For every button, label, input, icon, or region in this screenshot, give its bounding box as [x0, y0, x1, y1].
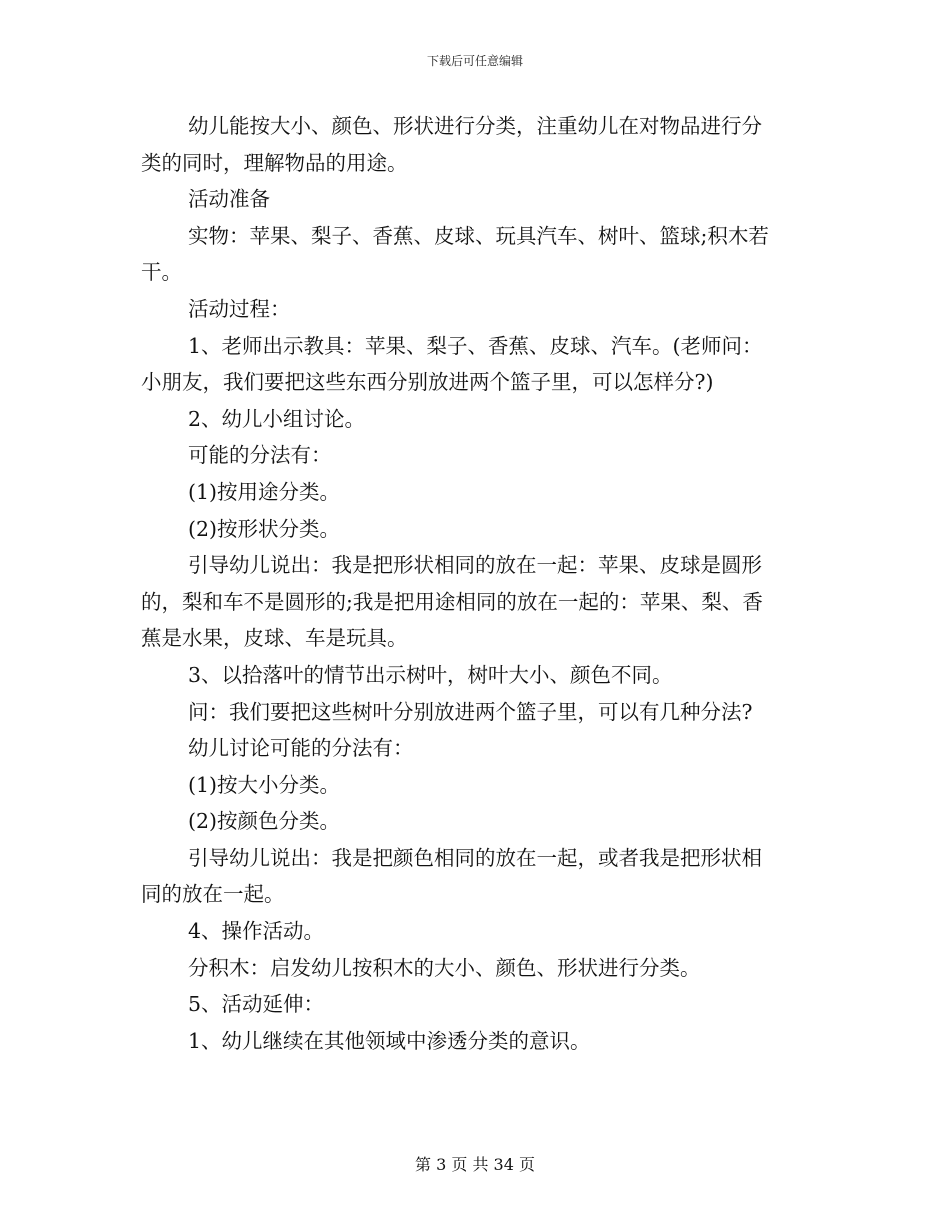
paragraph-line: 实物：苹果、梨子、香蕉、皮球、玩具汽车、树叶、篮球;积木若	[188, 223, 769, 248]
list-item: (2)按颜色分类。	[188, 809, 341, 834]
paragraph-line: 的，梨和车不是圆形的;我是把用途相同的放在一起的：苹果、梨、香	[141, 589, 763, 614]
paragraph-line: 引导幼儿说出：我是把形状相同的放在一起：苹果、皮球是圆形	[188, 553, 762, 578]
section-heading: 活动准备	[188, 187, 270, 212]
paragraph-line: 类的同时，理解物品的用途。	[141, 150, 408, 175]
paragraph-line: 1、幼儿继续在其他领域中渗透分类的意识。	[188, 1028, 591, 1053]
paragraph-line: 4、操作活动。	[188, 919, 325, 944]
paragraph-line: 引导幼儿说出：我是把颜色相同的放在一起，或者我是把形状相	[188, 845, 762, 870]
list-item: (1)按大小分类。	[188, 772, 341, 797]
paragraph-line: 问：我们要把这些树叶分别放进两个篮子里，可以有几种分法?	[188, 699, 753, 724]
paragraph-line: 幼儿能按大小、颜色、形状进行分类，注重幼儿在对物品进行分	[188, 114, 762, 138]
paragraph-line: 小朋友，我们要把这些东西分别放进两个篮子里，可以怎样分?)	[141, 370, 714, 395]
list-item: (2)按形状分类。	[188, 516, 341, 541]
section-heading: 活动过程：	[188, 296, 291, 321]
document-body	[141, 108, 811, 1059]
paragraph-line: 3、以拾落叶的情节出示树叶，树叶大小、颜色不同。	[188, 662, 673, 687]
page-footer: 第 3 页 共 34 页	[415, 1155, 535, 1174]
paragraph-line: 5、活动延伸：	[188, 992, 325, 1017]
paragraph-line: 可能的分法有：	[188, 443, 332, 468]
paragraph-line: 蕉是水果，皮球、车是玩具。	[141, 626, 408, 651]
page-header: 下载后可任意编辑	[426, 54, 523, 68]
paragraph-line: 幼儿讨论可能的分法有：	[188, 736, 414, 761]
paragraph-line: 2、幼儿小组讨论。	[188, 406, 366, 431]
list-item: (1)按用途分类。	[188, 479, 341, 504]
paragraph-line: 1、老师出示教具：苹果、梨子、香蕉、皮球、汽车。(老师问：	[188, 333, 763, 358]
paragraph-line: 干。	[141, 260, 182, 285]
paragraph-line: 分积木：启发幼儿按积木的大小、颜色、形状进行分类。	[188, 955, 701, 980]
paragraph-line: 同的放在一起。	[141, 882, 285, 907]
